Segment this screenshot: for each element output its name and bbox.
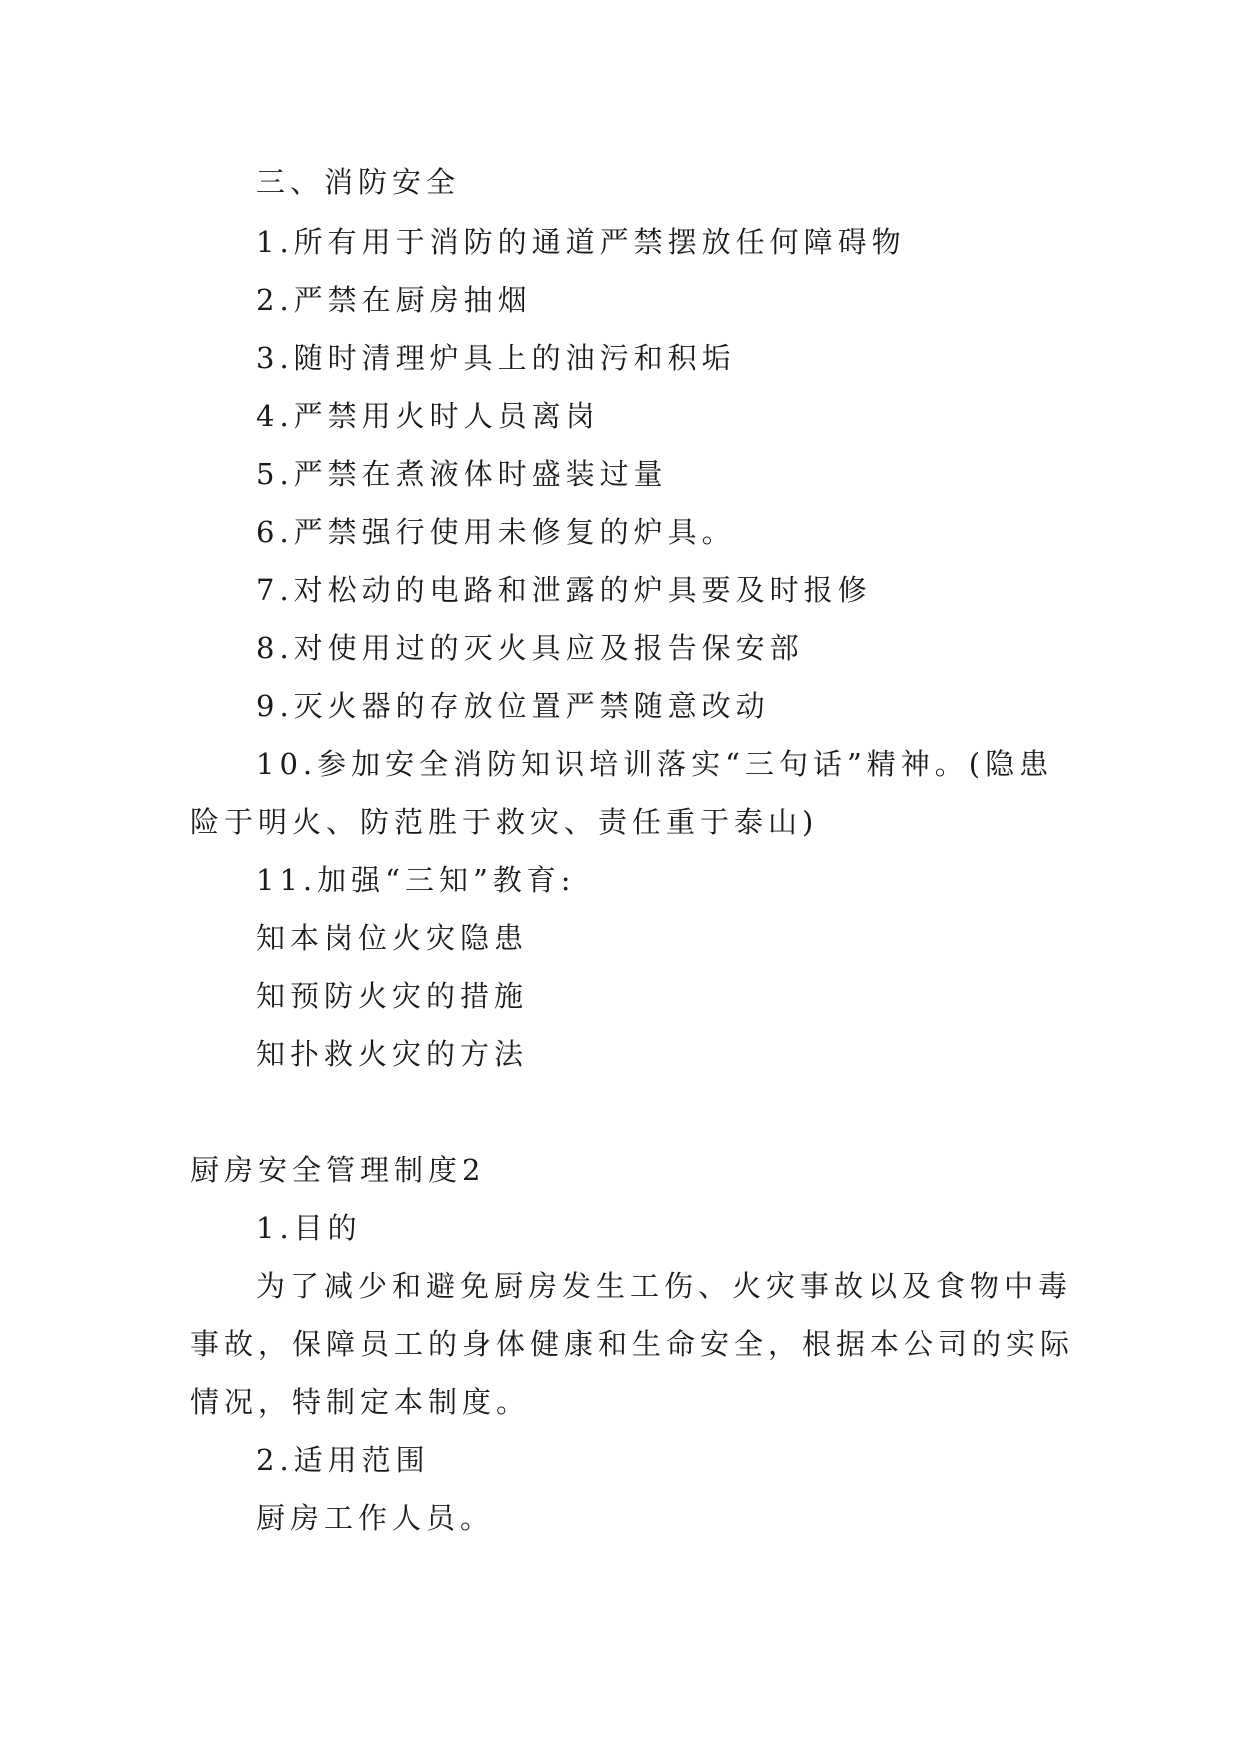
- list-item: 7.对松动的电路和泄露的炉具要及时报修: [256, 573, 872, 607]
- list-item-11: 11.加强“三知”教育:: [256, 863, 576, 897]
- list-item: 5.严禁在煮液体时盛装过量: [256, 457, 668, 491]
- purpose-paragraph-line3: 情况，特制定本制度。: [190, 1385, 531, 1419]
- section-heading: 三、消防安全: [256, 165, 461, 199]
- knowledge-item: 知预防火灾的措施: [256, 979, 529, 1013]
- list-item: 4.严禁用火时人员离岗: [256, 399, 600, 433]
- list-item-10-line2: 险于明火、防范胜于救灾、责任重于泰山): [190, 805, 819, 839]
- list-item: 6.严禁强行使用未修复的炉具。: [256, 515, 736, 549]
- purpose-paragraph-line1: 为了减少和避免厨房发生工伤、火灾事故以及食物中毒: [256, 1269, 1073, 1303]
- list-item: 1.所有用于消防的通道严禁摆放任何障碍物: [256, 225, 906, 259]
- list-item: 8.对使用过的灭火具应及报告保安部: [256, 631, 804, 665]
- scope-heading: 2.适用范围: [256, 1443, 430, 1477]
- list-item: 9.灭火器的存放位置严禁随意改动: [256, 689, 770, 723]
- scope-text: 厨房工作人员。: [256, 1501, 495, 1535]
- list-item-10-line1: 10.参加安全消防知识培训落实“三句话”精神。(隐患: [256, 747, 1054, 781]
- list-item: 2.严禁在厨房抽烟: [256, 283, 532, 317]
- purpose-heading: 1.目的: [256, 1211, 362, 1245]
- knowledge-item: 知本岗位火灾隐患: [256, 921, 529, 955]
- document-title: 厨房安全管理制度2: [190, 1153, 486, 1187]
- purpose-paragraph-line2: 事故，保障员工的身体健康和生命安全，根据本公司的实际: [190, 1327, 1075, 1361]
- knowledge-item: 知扑救火灾的方法: [256, 1037, 529, 1071]
- list-item: 3.随时清理炉具上的油污和积垢: [256, 341, 736, 375]
